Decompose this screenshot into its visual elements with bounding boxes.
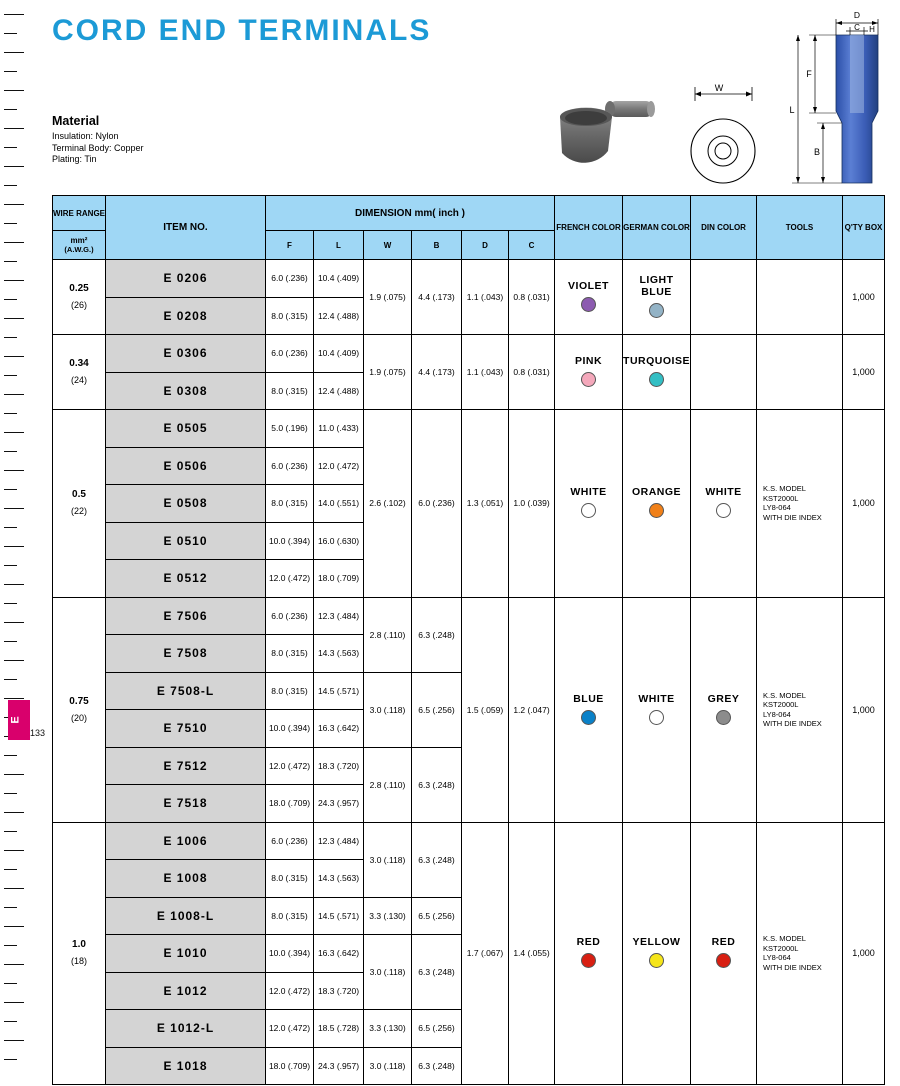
dim-b-cell: 6.3 (.248) [412, 822, 462, 897]
item-no-cell: E 0506 [106, 447, 266, 485]
french-color-cell-label: VIOLET [568, 280, 609, 292]
item-no-cell: E 1010 [106, 935, 266, 973]
german-color-cell-label: TURQUOISE [623, 355, 690, 367]
dim-l-cell: 10.4 (.409) [314, 335, 364, 373]
dim-c-cell: 0.8 (.031) [509, 335, 555, 410]
table-row [53, 410, 885, 448]
ruler-tick [4, 907, 17, 908]
ruler-tick [4, 565, 17, 566]
material-line-plating: Plating: Tin [52, 154, 97, 164]
tools-cell [757, 260, 843, 335]
dim-l-cell: 16.0 (.630) [314, 522, 364, 560]
dim-l-cell: 11.0 (.433) [314, 410, 364, 448]
tools-line: WITH DIE INDEX [763, 719, 822, 728]
dim-l-cell: 14.5 (.571) [314, 672, 364, 710]
din-color-cell [691, 597, 757, 822]
dim-f-cell: 8.0 (.315) [266, 897, 314, 935]
wire-range-cell-4 [53, 822, 106, 1085]
dim-f-cell: 10.0 (.394) [266, 710, 314, 748]
dim-b-cell: 6.3 (.248) [412, 597, 462, 672]
tools-cell [757, 597, 843, 822]
german-color-cell-swatch [649, 710, 664, 725]
th-qty-box-label: Q'TY BOX [844, 223, 883, 232]
ruler-tick [4, 812, 24, 813]
ruler-tick [4, 318, 24, 319]
th-dim-b: B [412, 231, 462, 260]
ruler-tick [4, 546, 24, 547]
item-no-cell: E 0508 [106, 485, 266, 523]
qty-box-cell: 1,000 [843, 822, 885, 1085]
ruler-tick [4, 603, 17, 604]
th-german-color-label: GERMAN COLOR [623, 223, 690, 232]
svg-text:D: D [853, 10, 861, 20]
ruler-tick [4, 945, 17, 946]
ruler-tick [4, 337, 17, 338]
th-qty-box [843, 196, 885, 260]
german-color-cell [623, 822, 691, 1085]
wire-range-mm: 0.75 [69, 695, 89, 707]
page-tab [8, 700, 30, 740]
dim-l-cell: 14.0 (.551) [314, 485, 364, 523]
ruler-tick [4, 622, 24, 623]
th-french-color [555, 196, 623, 260]
item-no-cell: E 7512 [106, 747, 266, 785]
dim-f-cell: 10.0 (.394) [266, 522, 314, 560]
french-color-cell-swatch [581, 372, 596, 387]
dim-f-cell: 6.0 (.236) [266, 447, 314, 485]
dim-w-cell: 2.8 (.110) [364, 747, 412, 822]
dim-c-cell: 1.4 (.055) [509, 822, 555, 1085]
dim-w-cell: 3.0 (.118) [364, 672, 412, 747]
left-ruler-strip [0, 0, 30, 1086]
th-wire-range-unit [53, 231, 106, 260]
german-color-cell-swatch [649, 372, 664, 387]
th-german-color [623, 196, 691, 260]
ruler-tick [4, 489, 17, 490]
dim-l-cell: 18.3 (.720) [314, 747, 364, 785]
dim-d-cell: 1.5 (.059) [462, 597, 509, 822]
dim-b-cell: 4.4 (.173) [412, 260, 462, 335]
french-color-cell [555, 597, 623, 822]
wire-range-awg: (20) [70, 712, 87, 723]
tools-line: K.S. MODEL [763, 690, 806, 700]
ruler-tick [4, 983, 17, 984]
ruler-tick [4, 128, 24, 129]
dim-l-cell: 18.5 (.728) [314, 1010, 364, 1048]
german-color-cell [623, 260, 691, 335]
table-header-row-1 [53, 196, 885, 231]
dim-w-cell: 2.6 (.102) [364, 410, 412, 598]
item-no-cell: E 0206 [106, 260, 266, 298]
ruler-tick [4, 204, 24, 205]
ruler-tick [4, 926, 24, 927]
dim-f-cell: 8.0 (.315) [266, 297, 314, 335]
dim-l-cell: 16.3 (.642) [314, 935, 364, 973]
ruler-tick [4, 432, 24, 433]
item-no-cell: E 7508-L [106, 672, 266, 710]
dim-w-cell: 3.3 (.130) [364, 897, 412, 935]
german-color-cell-label: LIGHT BLUE [639, 274, 674, 298]
th-wire-range [53, 196, 106, 231]
th-dimension: DIMENSION mm( inch ) [266, 196, 555, 231]
german-color-cell [623, 335, 691, 410]
qty-box-cell: 1,000 [843, 597, 885, 822]
dim-w-cell: 1.9 (.075) [364, 335, 412, 410]
wire-range-cell-1 [53, 335, 106, 410]
svg-text:W: W [714, 83, 724, 93]
ruler-tick [4, 33, 17, 34]
page-title: CORD END TERMINALS [52, 14, 432, 47]
svg-text:H: H [869, 25, 875, 34]
german-color-cell-swatch [649, 503, 664, 518]
ruler-tick [4, 888, 24, 889]
item-no-cell: E 1008 [106, 860, 266, 898]
ruler-tick [4, 1021, 17, 1022]
ruler-tick [4, 299, 17, 300]
french-color-cell-swatch [581, 503, 596, 518]
ruler-tick [4, 71, 17, 72]
dim-c-cell: 1.0 (.039) [509, 410, 555, 598]
spec-table-body [53, 260, 885, 1085]
ruler-tick [4, 679, 17, 680]
german-color-cell [623, 410, 691, 598]
th-tools: TOOLS [757, 196, 843, 260]
din-color-cell [691, 822, 757, 1085]
dim-b-cell: 6.5 (.256) [412, 897, 462, 935]
ruler-tick [4, 109, 17, 110]
dim-d-cell: 1.3 (.051) [462, 410, 509, 598]
ruler-tick [4, 1040, 24, 1041]
wire-range-awg: (24) [70, 375, 87, 385]
din-color-cell-label: RED [711, 936, 736, 949]
wire-range-mm: 0.5 [72, 489, 86, 501]
french-color-cell [555, 822, 623, 1085]
french-color-cell-swatch [581, 710, 596, 725]
dim-d-cell: 1.7 (.067) [462, 822, 509, 1085]
ruler-tick [4, 242, 24, 243]
item-no-cell: E 1012-L [106, 1010, 266, 1048]
ruler-tick [4, 774, 24, 775]
item-no-cell: E 0208 [106, 297, 266, 335]
item-no-cell: E 7510 [106, 710, 266, 748]
dim-l-cell: 12.3 (.484) [314, 597, 364, 635]
svg-text:B: B [813, 147, 821, 157]
ruler-tick [4, 831, 17, 832]
spec-table [52, 195, 885, 1085]
french-color-cell [555, 260, 623, 335]
item-no-cell: E 7508 [106, 635, 266, 673]
qty-box-cell: 1,000 [843, 410, 885, 598]
german-color-cell-label: WHITE [638, 692, 675, 705]
dim-w-cell: 3.3 (.130) [364, 1010, 412, 1048]
item-no-cell: E 1018 [106, 1047, 266, 1085]
dim-b-cell: 6.0 (.236) [412, 410, 462, 598]
french-color-cell-swatch [581, 297, 596, 312]
th-din-color-label: DIN COLOR [701, 223, 746, 232]
ruler-tick [4, 185, 17, 186]
tools-cell [757, 410, 843, 598]
ruler-tick [4, 964, 24, 965]
dim-b-cell: 6.5 (.256) [412, 672, 462, 747]
dim-b-cell: 6.3 (.248) [412, 935, 462, 1010]
dim-f-cell: 12.0 (.472) [266, 972, 314, 1010]
dim-f-cell: 12.0 (.472) [266, 1010, 314, 1048]
th-wire-unit-awg: (A.W.G.) [64, 245, 94, 254]
german-color-cell-swatch [649, 953, 664, 968]
dim-f-cell: 10.0 (.394) [266, 935, 314, 973]
th-dim-f: F [266, 231, 314, 260]
dim-f-cell: 6.0 (.236) [266, 260, 314, 298]
th-dim-d: D [462, 231, 509, 260]
wire-range-awg: (18) [70, 956, 87, 967]
dim-d-cell: 1.1 (.043) [462, 260, 509, 335]
french-color-cell [555, 410, 623, 598]
item-no-cell: E 1012 [106, 972, 266, 1010]
ruler-tick [4, 356, 24, 357]
din-color-cell [691, 260, 757, 335]
ruler-tick [4, 90, 24, 91]
tools-line: WITH DIE INDEX [763, 962, 822, 972]
ruler-tick [4, 698, 24, 699]
tools-cell [757, 822, 843, 1085]
svg-text:L: L [789, 105, 795, 115]
item-no-cell: E 7518 [106, 785, 266, 823]
th-dim-c: C [509, 231, 555, 260]
tools-line: KST2000L [763, 493, 799, 503]
ruler-tick [4, 375, 17, 376]
dim-w-cell: 1.9 (.075) [364, 260, 412, 335]
din-color-cell-swatch [716, 503, 731, 518]
dim-f-cell: 5.0 (.196) [266, 410, 314, 448]
tools-line: LY8-064 [763, 953, 791, 963]
th-wire-range-label: WIRE RANGE [53, 208, 105, 218]
item-no-cell: E 7506 [106, 597, 266, 635]
item-no-cell: E 1008-L [106, 897, 266, 935]
ruler-tick [4, 413, 17, 414]
french-color-cell-label: WHITE [570, 486, 607, 499]
table-row [53, 597, 885, 635]
tools-line: K.S. MODEL [763, 934, 806, 944]
dim-f-cell: 12.0 (.472) [266, 560, 314, 598]
dim-w-cell: 2.8 (.110) [364, 597, 412, 672]
ruler-tick [4, 166, 24, 167]
wire-range-cell-2 [53, 410, 106, 598]
dim-b-cell: 6.3 (.248) [412, 747, 462, 822]
ruler-tick [4, 394, 24, 395]
tools-line: LY8-064 [763, 503, 791, 513]
dim-l-cell: 12.0 (.472) [314, 447, 364, 485]
ruler-tick [4, 261, 17, 262]
material-block [52, 114, 144, 166]
french-color-cell-label: PINK [574, 355, 603, 367]
qty-box-cell: 1,000 [843, 335, 885, 410]
wire-range-awg: (22) [70, 506, 87, 517]
item-no-cell: E 1006 [106, 822, 266, 860]
wire-range-mm: 0.25 [69, 283, 89, 294]
dim-l-cell: 12.3 (.484) [314, 822, 364, 860]
ruler-tick [4, 451, 17, 452]
page-tab-letter: E [9, 716, 22, 724]
dim-f-cell: 18.0 (.709) [266, 1047, 314, 1085]
din-color-cell-swatch [716, 953, 731, 968]
dim-c-cell: 0.8 (.031) [509, 260, 555, 335]
ruler-tick [4, 584, 24, 585]
dim-f-cell: 8.0 (.315) [266, 672, 314, 710]
ruler-tick [4, 280, 24, 281]
dim-l-cell: 14.3 (.563) [314, 860, 364, 898]
dim-l-cell: 14.5 (.571) [314, 897, 364, 935]
french-color-cell [555, 335, 623, 410]
ruler-tick [4, 1059, 17, 1060]
dim-f-cell: 8.0 (.315) [266, 635, 314, 673]
ruler-tick [4, 14, 24, 15]
dim-f-cell: 12.0 (.472) [266, 747, 314, 785]
dim-l-cell: 24.3 (.957) [314, 1047, 364, 1085]
din-color-cell-label: GREY [707, 692, 740, 705]
table-row [53, 822, 885, 860]
tools-line: KST2000L [763, 700, 799, 709]
material-line-body: Terminal Body: Copper [52, 142, 144, 153]
product-illustrations [520, 5, 890, 185]
french-color-cell-swatch [581, 953, 596, 968]
ruler-tick [4, 850, 24, 851]
french-color-cell-label: BLUE [573, 692, 604, 705]
dim-f-cell: 6.0 (.236) [266, 822, 314, 860]
dim-w-cell: 3.0 (.118) [364, 935, 412, 1010]
item-no-cell: E 0510 [106, 522, 266, 560]
dim-f-cell: 6.0 (.236) [266, 597, 314, 635]
tools-cell [757, 335, 843, 410]
qty-box-cell: 1,000 [843, 260, 885, 335]
item-no-cell: E 0306 [106, 335, 266, 373]
dim-f-cell: 18.0 (.709) [266, 785, 314, 823]
din-color-cell [691, 410, 757, 598]
dim-l-cell: 24.3 (.957) [314, 785, 364, 823]
table-row [53, 335, 885, 373]
german-color-cell-label: ORANGE [631, 486, 682, 499]
dim-b-cell: 4.4 (.173) [412, 335, 462, 410]
wire-range-mm: 0.34 [69, 358, 89, 369]
svg-text:C: C [854, 23, 860, 32]
ruler-tick [4, 755, 17, 756]
spec-table-wrap [52, 195, 884, 1085]
dim-l-cell: 14.3 (.563) [314, 635, 364, 673]
din-color-cell-label: WHITE [705, 486, 742, 499]
wire-range-cell-0 [53, 260, 106, 335]
dim-b-cell: 6.5 (.256) [412, 1010, 462, 1048]
ruler-tick [4, 52, 24, 53]
ruler-tick [4, 147, 17, 148]
tools-line: WITH DIE INDEX [763, 512, 822, 522]
th-wire-unit-mm: mm² [70, 236, 88, 245]
dim-l-cell: 12.4 (.488) [314, 372, 364, 410]
cross-section-diagram [789, 10, 878, 183]
ruler-tick [4, 470, 24, 471]
dim-l-cell: 18.0 (.709) [314, 560, 364, 598]
dim-w-cell: 3.0 (.118) [364, 1047, 412, 1085]
item-no-cell: E 0512 [106, 560, 266, 598]
table-row [53, 260, 885, 298]
dim-l-cell: 10.4 (.409) [314, 260, 364, 298]
wire-range-awg: (26) [70, 300, 87, 310]
wire-range-mm: 1.0 [72, 939, 86, 951]
french-color-cell-label: RED [576, 936, 601, 949]
ruler-tick [4, 508, 24, 509]
ferrule-photo-3d [560, 101, 655, 163]
german-color-cell-label: YELLOW [632, 936, 681, 949]
wire-range-cell-3 [53, 597, 106, 822]
ruler-tick [4, 793, 17, 794]
dim-l-cell: 16.3 (.642) [314, 710, 364, 748]
th-french-color-label: FRENCH COLOR [556, 223, 621, 232]
german-color-cell-swatch [649, 303, 664, 318]
front-view-diagram [691, 83, 755, 183]
page-number: 133 [30, 728, 46, 738]
item-no-cell: E 0308 [106, 372, 266, 410]
dim-f-cell: 8.0 (.315) [266, 372, 314, 410]
dim-f-cell: 8.0 (.315) [266, 860, 314, 898]
dim-f-cell: 8.0 (.315) [266, 485, 314, 523]
ruler-tick [4, 1002, 24, 1003]
th-item-no: ITEM NO. [106, 196, 266, 260]
svg-text:F: F [806, 69, 812, 79]
ruler-tick [4, 660, 24, 661]
dim-c-cell: 1.2 (.047) [509, 597, 555, 822]
dim-d-cell: 1.1 (.043) [462, 335, 509, 410]
dim-w-cell: 3.0 (.118) [364, 822, 412, 897]
tools-line: LY8-064 [763, 709, 791, 719]
dim-b-cell: 6.3 (.248) [412, 1047, 462, 1085]
material-heading: Material [52, 114, 100, 128]
dim-l-cell: 12.4 (.488) [314, 297, 364, 335]
dim-f-cell: 6.0 (.236) [266, 335, 314, 373]
th-din-color [691, 196, 757, 260]
ruler-tick [4, 223, 17, 224]
material-line-insulation: Insulation: Nylon [52, 131, 119, 141]
tools-line: KST2000L [763, 943, 799, 953]
th-dim-l: L [314, 231, 364, 260]
german-color-cell [623, 597, 691, 822]
tools-line: K.S. MODEL [763, 484, 806, 494]
ruler-tick [4, 641, 17, 642]
din-color-cell-swatch [716, 710, 731, 725]
ruler-tick [4, 869, 17, 870]
dim-l-cell: 18.3 (.720) [314, 972, 364, 1010]
ruler-tick [4, 527, 17, 528]
din-color-cell [691, 335, 757, 410]
item-no-cell: E 0505 [106, 410, 266, 448]
th-dim-w: W [364, 231, 412, 260]
